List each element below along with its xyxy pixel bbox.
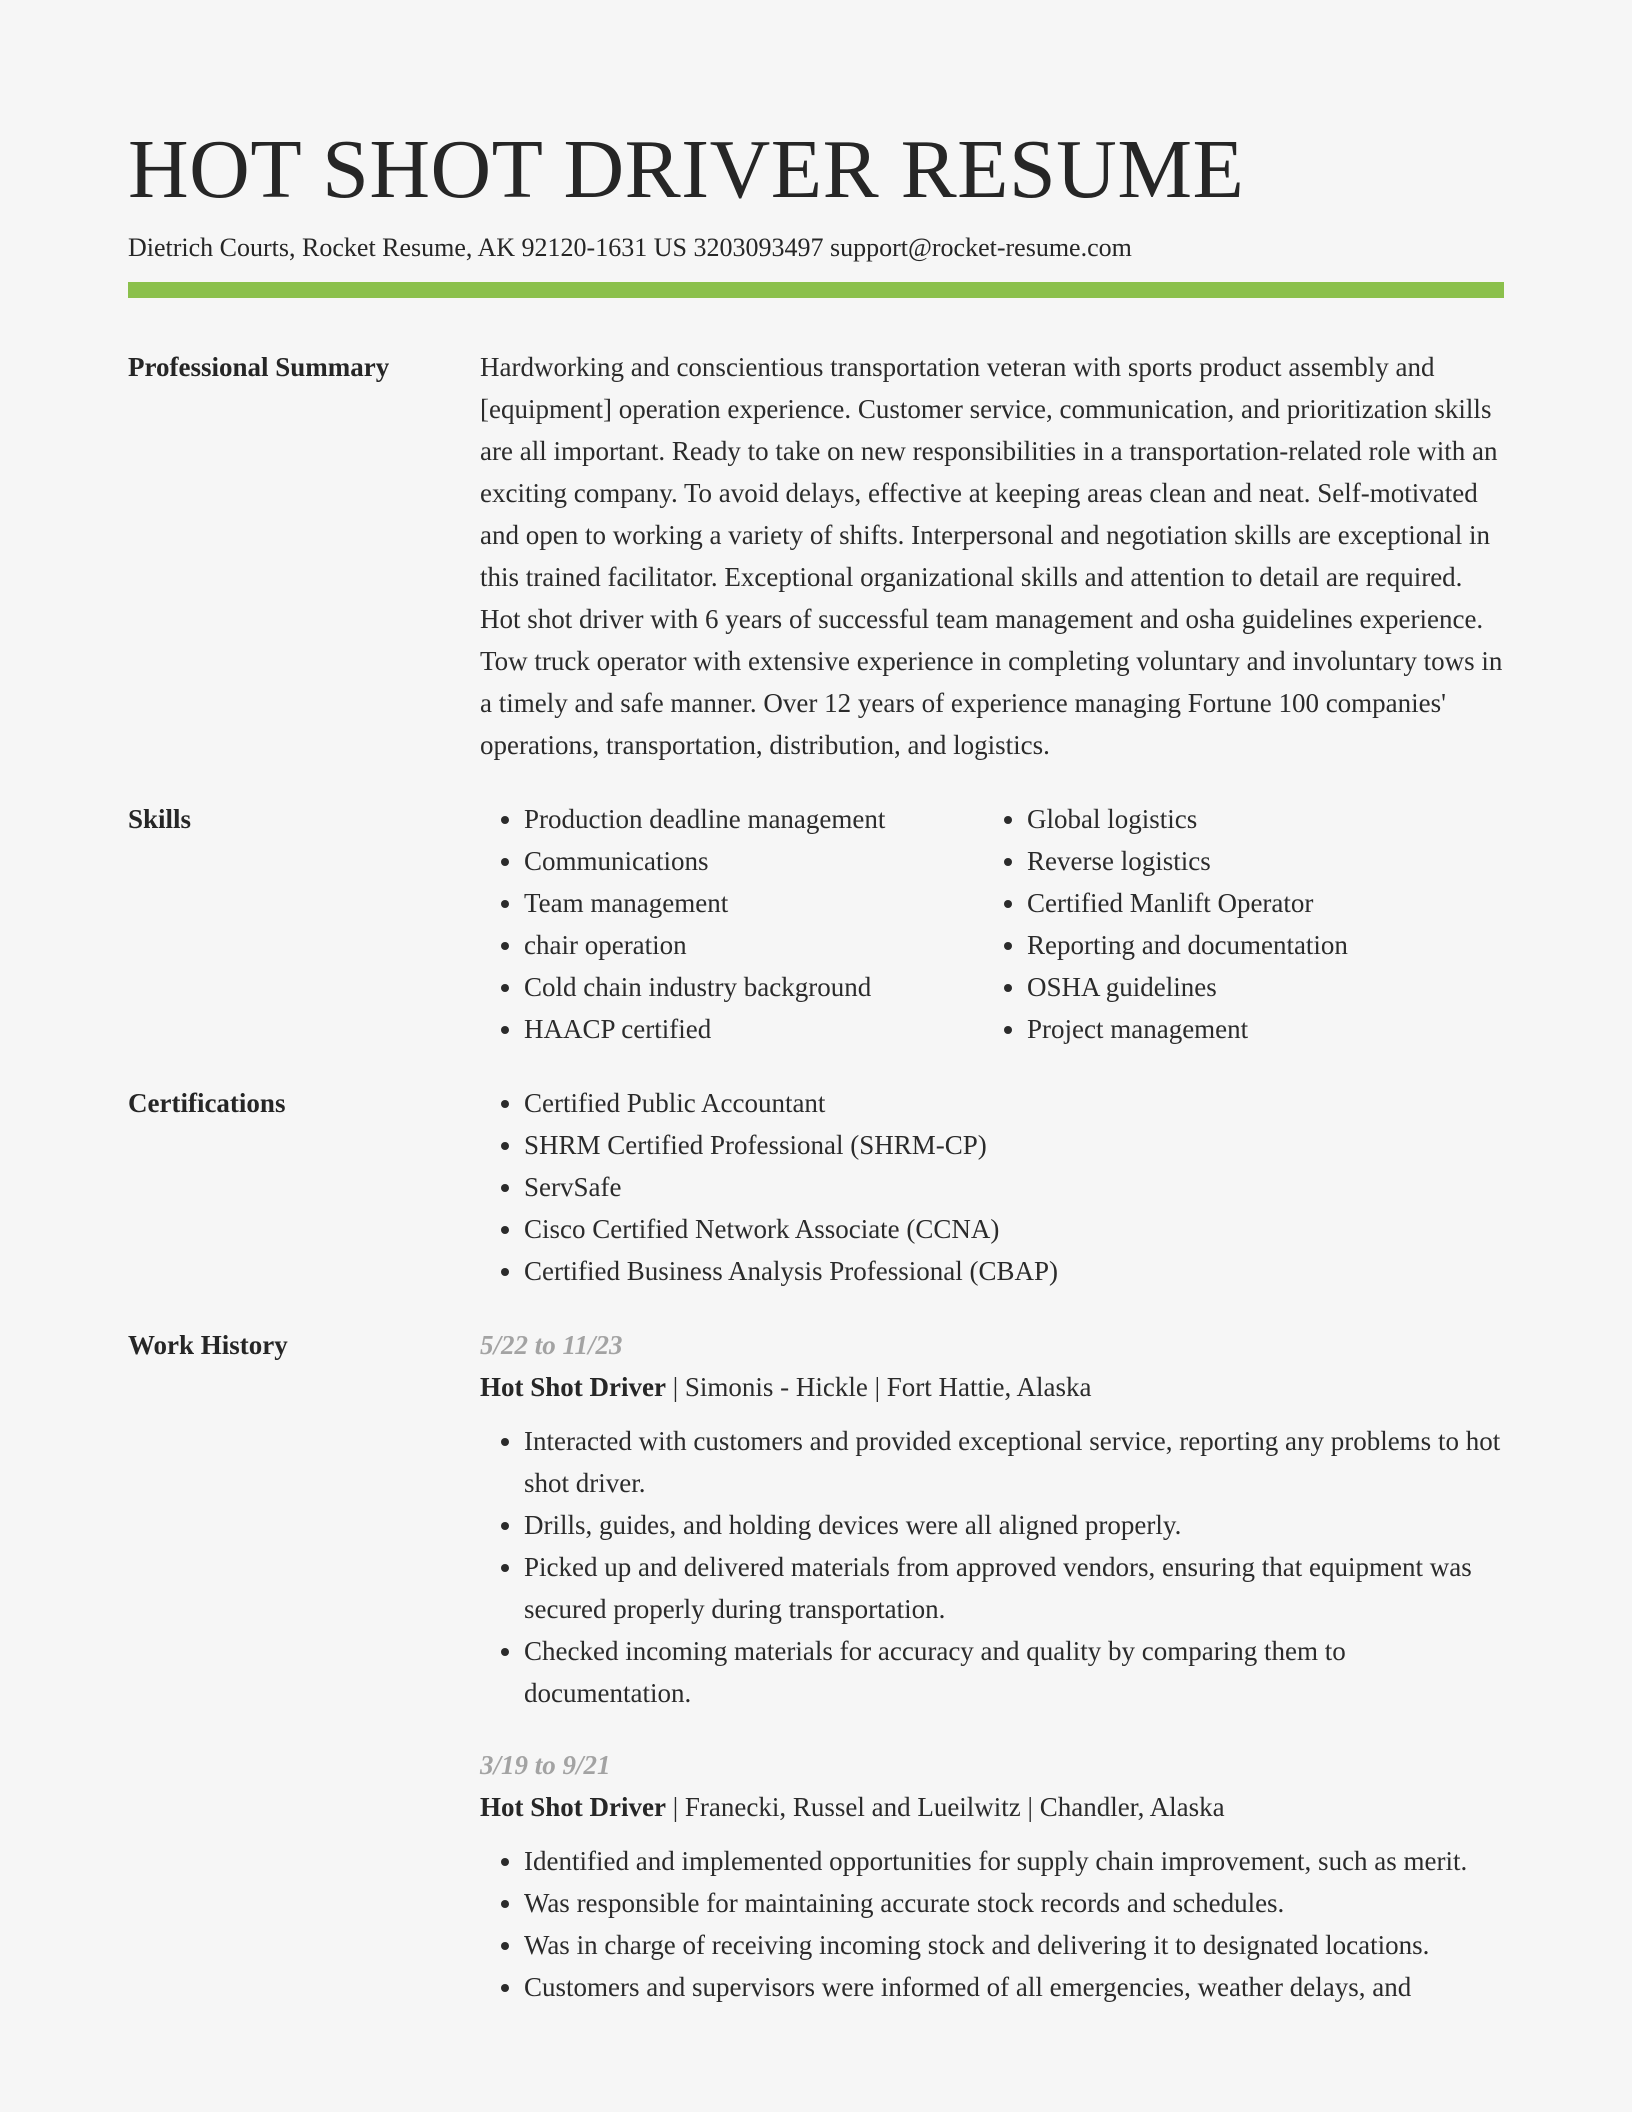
skills-list-left xyxy=(480,798,983,1050)
list-item: • Project management xyxy=(1027,1008,1527,1050)
list-item: • Interacted with customers and provided exceptional service, reporting any problems to hot shot driver. xyxy=(524,1420,1504,1504)
list-item: • Identified and implemented opportunities for supply chain improvement, such as merit. xyxy=(524,1840,1504,1882)
job-role: Hot Shot Driver xyxy=(480,1792,666,1822)
job-dates: 3/19 to 9/21 xyxy=(480,1750,611,1780)
skills-list-right xyxy=(983,798,1527,1050)
certifications-section xyxy=(128,1082,1504,1292)
list-item: • Certified Manlift Operator xyxy=(1027,882,1527,924)
list-item: • Production deadline management xyxy=(524,798,983,840)
accent-divider xyxy=(128,282,1504,298)
work-history-body xyxy=(480,1324,1504,2008)
list-item: • Team management xyxy=(524,882,983,924)
job-bullets xyxy=(480,1420,1504,1714)
list-item: • Picked up and delivered materials from approved vendors, ensuring that equipment was secured properly during transportation. xyxy=(524,1546,1504,1630)
list-item: • Global logistics xyxy=(1027,798,1527,840)
summary-text: Hardworking and conscientious transportation veteran with sports product assembly and [equipment] operation experience. Customer service, communication, and prioritization skills are all important. Ready to take on new responsibilities in a transportation-related role with an exciting company. To avoid delays, effective at keeping areas clean and neat. Self-motivated and open to working a variety of shifts. Interpersonal and negotiation skills are exceptional in this trained facilitator. Exceptional organizational skills and attention to detail are required. Hot shot driver with 6 years of successful team management and osha guidelines experience. Tow truck operator with extensive experience in completing voluntary and involuntary tows in a timely and safe manner. Over 12 years of experience managing Fortune 100 companies' operations, transportation, distribution, and logistics. xyxy=(480,352,1503,760)
list-item: • HAACP certified xyxy=(524,1008,983,1050)
list-item: • Cisco Certified Network Associate (CCNA) xyxy=(524,1208,1504,1250)
professional-summary-section xyxy=(128,346,1504,766)
list-item: • Cold chain industry background xyxy=(524,966,983,1008)
list-item: • Reverse logistics xyxy=(1027,840,1527,882)
work-history-section xyxy=(128,1324,1504,2008)
section-label: Skills xyxy=(128,804,192,834)
job-details: | Franecki, Russel and Lueilwitz | Chandler, Alaska xyxy=(665,1792,1225,1822)
certifications-list xyxy=(480,1082,1504,1292)
contact-line: Dietrich Courts, Rocket Resume, AK 92120-1631 US 3203093497 support@rocket-resume.com xyxy=(128,233,1132,262)
list-item: • Was in charge of receiving incoming stock and delivering it to designated locations. xyxy=(524,1924,1504,1966)
list-item: • Checked incoming materials for accuracy and quality by comparing them to documentation. xyxy=(524,1630,1504,1714)
list-item: • Certified Business Analysis Professional (CBAP) xyxy=(524,1250,1504,1292)
skills-columns xyxy=(480,798,1527,1050)
section-label: Professional Summary xyxy=(128,352,390,382)
list-item: • ServSafe xyxy=(524,1166,1504,1208)
list-item: • Was responsible for maintaining accurate stock records and schedules. xyxy=(524,1882,1504,1924)
list-item: • SHRM Certified Professional (SHRM-CP) xyxy=(524,1124,1504,1166)
certifications-body xyxy=(480,1082,1504,1292)
list-item: • Reporting and documentation xyxy=(1027,924,1527,966)
list-item: • OSHA guidelines xyxy=(1027,966,1527,1008)
job-role: Hot Shot Driver xyxy=(480,1372,666,1402)
list-item: • chair operation xyxy=(524,924,983,966)
list-item: • Communications xyxy=(524,840,983,882)
list-item: • Customers and supervisors were informed of all emergencies, weather delays, and xyxy=(524,1966,1504,2008)
skills-section xyxy=(128,798,1504,1050)
resume-title: HOT SHOT DRIVER RESUME xyxy=(128,123,1245,216)
list-item: • Certified Public Accountant xyxy=(524,1082,1504,1124)
job-entry xyxy=(480,1744,1504,2008)
job-dates: 5/22 to 11/23 xyxy=(480,1330,623,1360)
section-label: Certifications xyxy=(128,1088,286,1118)
job-heading xyxy=(480,1786,1504,1828)
section-label: Work History xyxy=(128,1330,288,1360)
job-details: | Simonis - Hickle | Fort Hattie, Alaska xyxy=(665,1372,1092,1402)
resume-page xyxy=(128,120,1504,2008)
list-item: • Drills, guides, and holding devices were all aligned properly. xyxy=(524,1504,1504,1546)
job-entry xyxy=(480,1324,1504,1714)
job-heading xyxy=(480,1366,1504,1408)
job-bullets xyxy=(480,1840,1504,2008)
